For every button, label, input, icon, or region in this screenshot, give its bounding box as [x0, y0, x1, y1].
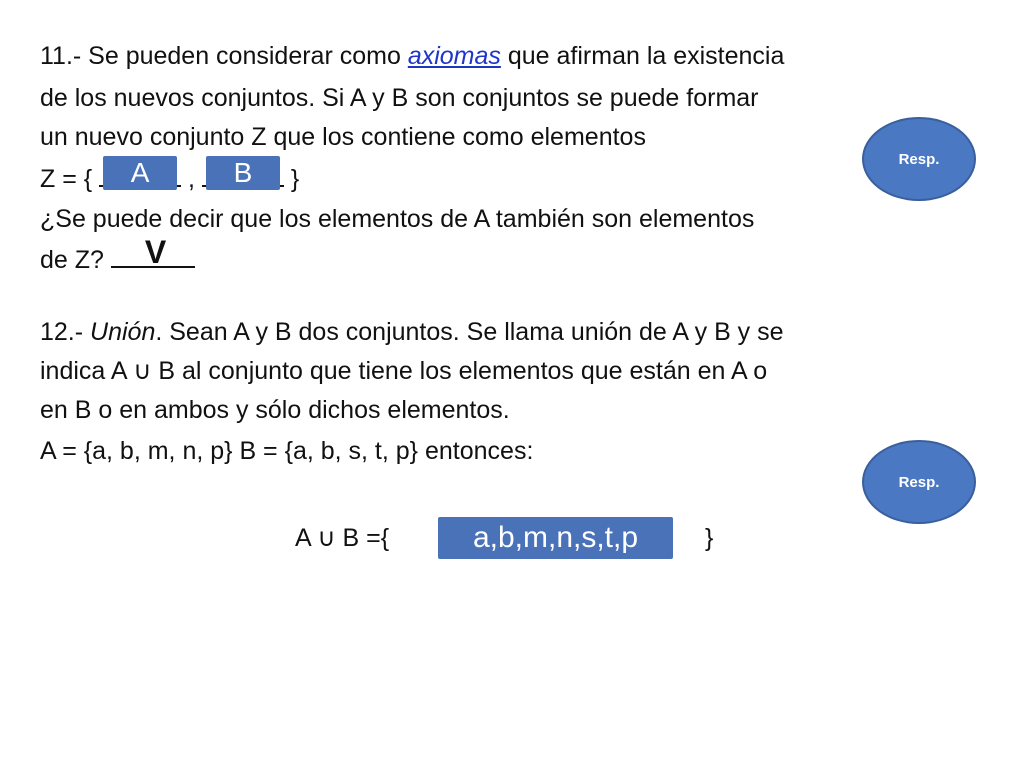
q12-line-1 [40, 313, 784, 351]
union-suffix: } [705, 524, 714, 552]
z-set-suffix: } [283, 165, 300, 193]
q12-term-union: Unión [90, 318, 156, 346]
q12-line-1-post: . Sean A y B dos conjuntos. Se llama unión de A y B y se [155, 318, 784, 346]
answer-v: V [144, 234, 167, 270]
answer-box-a[interactable]: A [103, 156, 177, 190]
q11-line-1-pre: 11.- Se pueden considerar como [40, 42, 408, 70]
z-blank-1 [99, 157, 181, 188]
q11-line-3: un nuevo conjunto Z que los contiene como elementos [40, 123, 646, 151]
answer-box-b[interactable]: B [206, 156, 280, 190]
v-blank [111, 234, 195, 270]
z-set-separator: , [181, 165, 202, 193]
q12-line-1-pre: 12.- [40, 318, 91, 346]
z-blank-2 [202, 157, 284, 188]
q11-line-6 [40, 234, 195, 279]
z-set-prefix: Z = { [40, 165, 100, 193]
resp-button-q12[interactable]: Resp. [862, 440, 976, 524]
q11-line-1 [40, 37, 784, 75]
q12-line-4: A = {a, b, m, n, p} B = {a, b, s, t, p} entonces: [40, 437, 534, 465]
resp-button-q11[interactable]: Resp. [862, 117, 976, 201]
q11-line-6-pre: de Z? [40, 246, 111, 274]
q11-line-1-post: que afirman la existencia [500, 42, 785, 70]
union-prefix: A ∪ B ={ [295, 524, 390, 552]
q11-line-2: de los nuevos conjuntos. Si A y B son conjuntos se puede formar [40, 84, 759, 112]
union-answer-box[interactable]: a,b,m,n,s,t,p [438, 517, 673, 559]
axiomas-link[interactable]: axiomas [407, 42, 501, 70]
z-set-line [40, 157, 300, 198]
q11-line-5: ¿Se puede decir que los elementos de A también son elementos [40, 205, 755, 233]
q12-line-2: indica A ∪ B al conjunto que tiene los elementos que están en A o [40, 357, 768, 385]
q12-line-3: en B o en ambos y sólo dichos elementos. [40, 396, 510, 424]
